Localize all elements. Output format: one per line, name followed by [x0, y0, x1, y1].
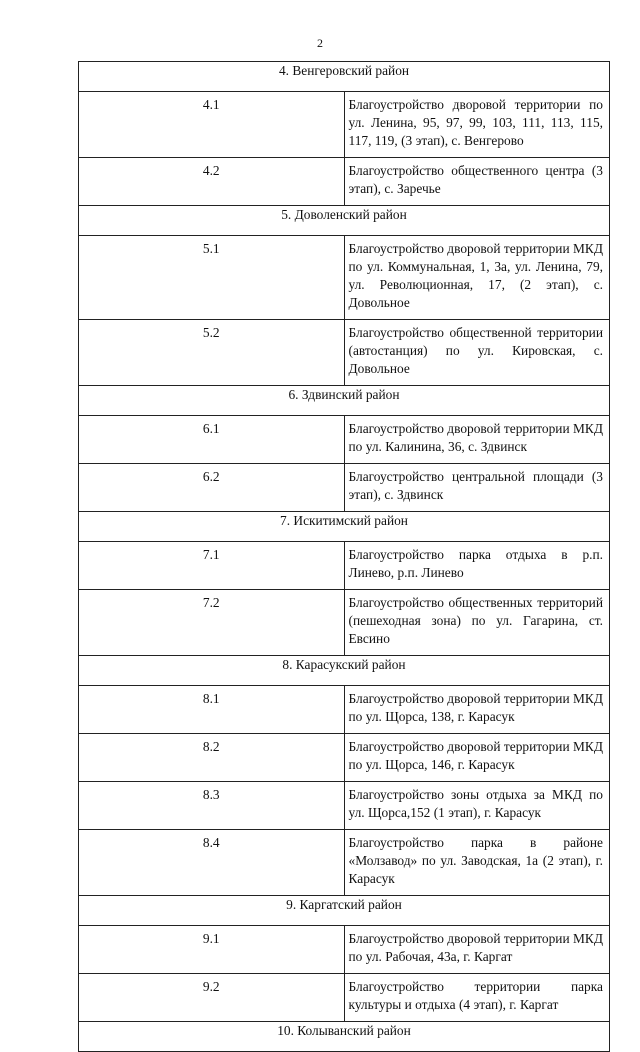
page-number: 2: [317, 36, 323, 50]
item-description: Благоустройство центральной площади (3 этап), с. Здвинск: [344, 464, 610, 512]
table-row: [79, 686, 610, 734]
item-number: 8.2: [79, 734, 345, 782]
item-number: 8.3: [79, 782, 345, 830]
item-description: Благоустройство парка в районе «Молзавод» по ул. Заводская, 1а (2 этап), г. Карасук: [344, 830, 610, 896]
table-row: [79, 974, 610, 1022]
item-description: Благоустройство общественной территории (автостанция) по ул. Кировская, с. Довольное: [344, 320, 610, 386]
projects-table: [78, 61, 610, 1052]
table-row: [79, 464, 610, 512]
item-number: 9.1: [79, 926, 345, 974]
section-title: 6. Здвинский район: [79, 386, 610, 416]
table-row: [79, 158, 610, 206]
item-number: 6.1: [79, 416, 345, 464]
table-row: [79, 92, 610, 158]
section-title: 7. Искитимский район: [79, 512, 610, 542]
section-row: [79, 206, 610, 236]
table-row: [79, 320, 610, 386]
section-row: [79, 386, 610, 416]
item-number: 9.2: [79, 974, 345, 1022]
table-row: [79, 830, 610, 896]
item-description: Благоустройство общественного центра (3 этап), с. Заречье: [344, 158, 610, 206]
item-description: Благоустройство дворовой территории по ул. Ленина, 95, 97, 99, 103, 111, 113, 115, 117, 119, (3 этап), с. Венгерово: [344, 92, 610, 158]
item-number: 5.1: [79, 236, 345, 320]
item-number: 7.2: [79, 590, 345, 656]
section-title: 9. Каргатский район: [79, 896, 610, 926]
section-row: [79, 512, 610, 542]
section-row: [79, 896, 610, 926]
item-description: Благоустройство зоны отдыха за МКД по ул. Щорса,152 (1 этап), г. Карасук: [344, 782, 610, 830]
item-number: 7.1: [79, 542, 345, 590]
table-row: [79, 734, 610, 782]
item-description: Благоустройство дворовой территории МКД по ул. Калинина, 36, с. Здвинск: [344, 416, 610, 464]
item-number: 5.2: [79, 320, 345, 386]
item-description: Благоустройство парка отдыха в р.п. Линево, р.п. Линево: [344, 542, 610, 590]
item-number: 8.1: [79, 686, 345, 734]
table-row: [79, 416, 610, 464]
item-description: Благоустройство территории парка культуры и отдыха (4 этап), г. Каргат: [344, 974, 610, 1022]
table-row: [79, 590, 610, 656]
item-description: Благоустройство общественных территорий (пешеходная зона) по ул. Гагарина, ст. Евсино: [344, 590, 610, 656]
section-row: [79, 656, 610, 686]
section-title: 8. Карасукский район: [79, 656, 610, 686]
item-description: Благоустройство дворовой территории МКД по ул. Коммунальная, 1, 3а, ул. Ленина, 79, ул. Революционная, 17, (2 этап), с. Довольное: [344, 236, 610, 320]
item-number: 4.1: [79, 92, 345, 158]
table-row: [79, 542, 610, 590]
section-row: [79, 1022, 610, 1052]
table-row: [79, 926, 610, 974]
section-title: 4. Венгеровский район: [79, 62, 610, 92]
section-title: 5. Доволенский район: [79, 206, 610, 236]
section-row: [79, 62, 610, 92]
item-number: 4.2: [79, 158, 345, 206]
table-row: [79, 782, 610, 830]
section-title: 10. Колыванский район: [79, 1022, 610, 1052]
item-description: Благоустройство дворовой территории МКД по ул. Щорса, 146, г. Карасук: [344, 734, 610, 782]
table-row: [79, 236, 610, 320]
item-description: Благоустройство дворовой территории МКД по ул. Щорса, 138, г. Карасук: [344, 686, 610, 734]
item-number: 8.4: [79, 830, 345, 896]
item-number: 6.2: [79, 464, 345, 512]
item-description: Благоустройство дворовой территории МКД по ул. Рабочая, 43а, г. Каргат: [344, 926, 610, 974]
